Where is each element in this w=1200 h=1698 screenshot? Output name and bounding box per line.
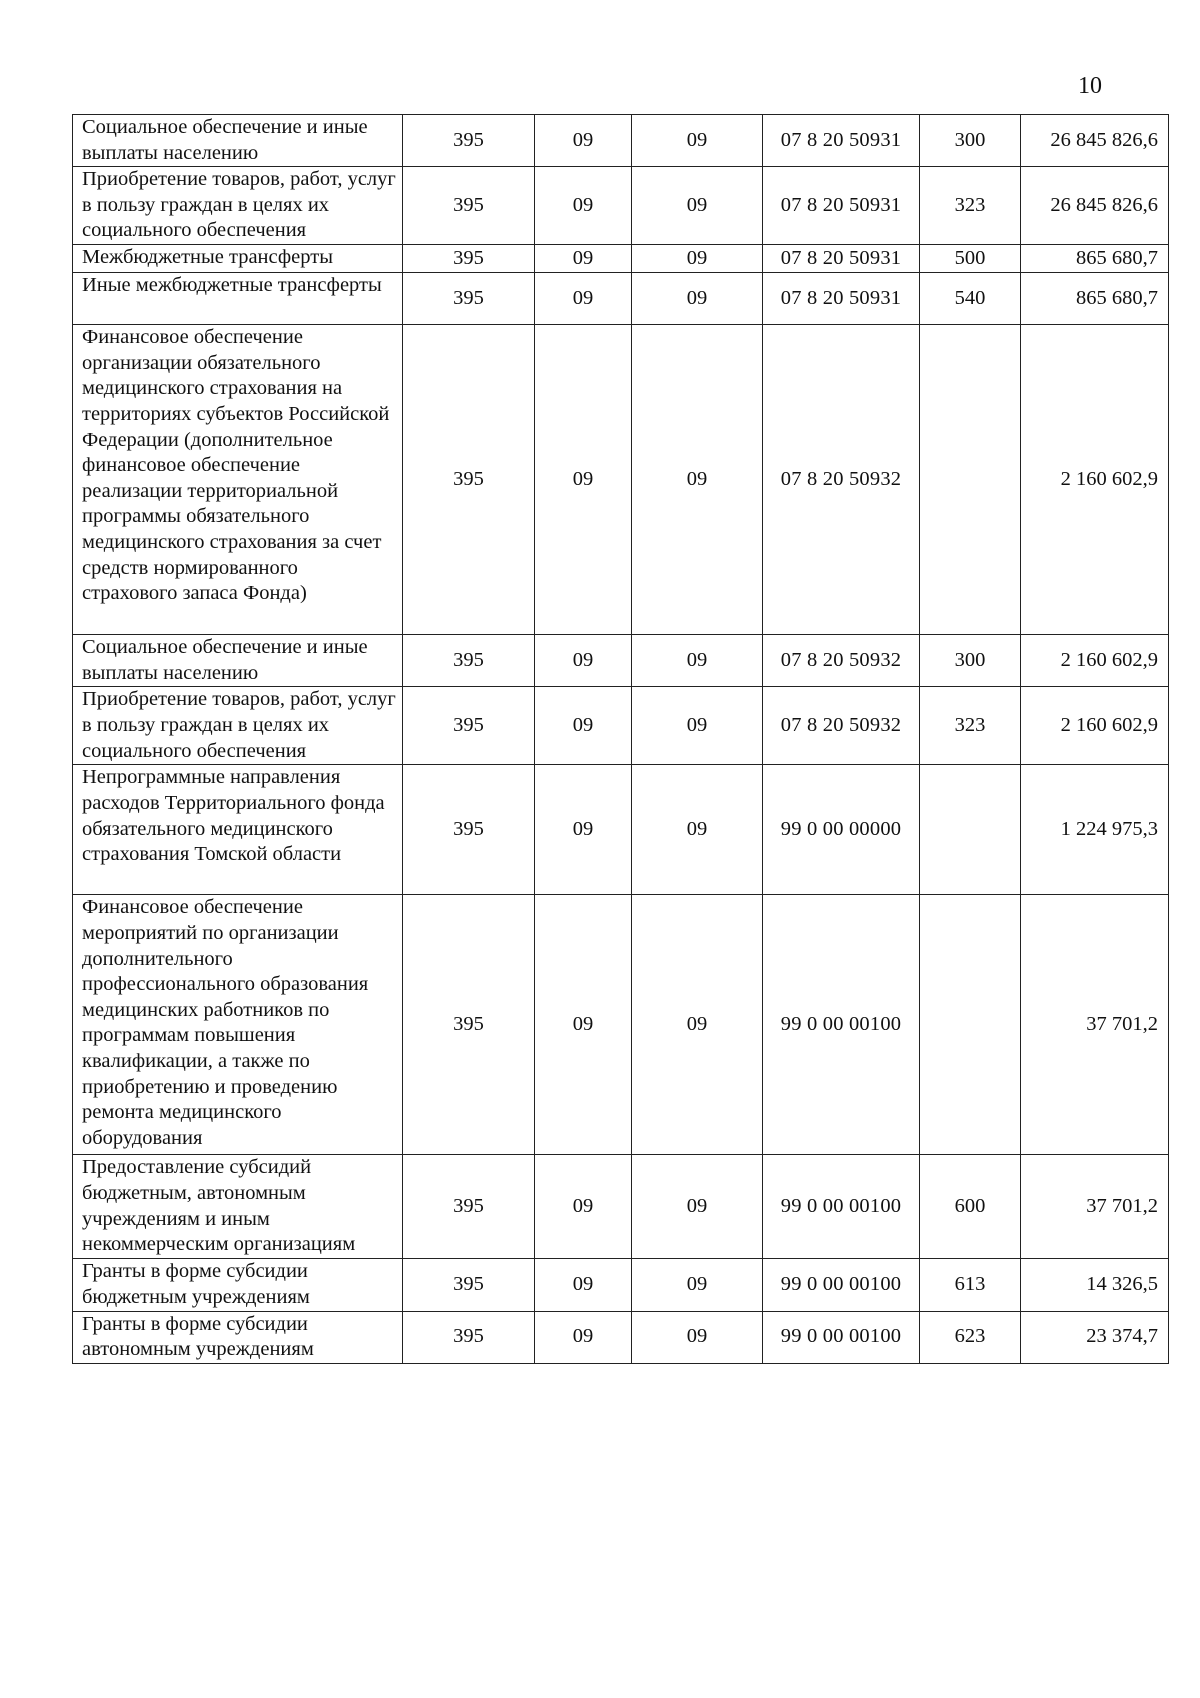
budget-table — [72, 114, 1169, 1364]
table-row — [73, 273, 1169, 325]
expense-type-code: 600 — [920, 1155, 1021, 1259]
row-name: Финансовое обеспечение организации обязательного медицинского страхования на территориях субъектов Российской Федерации (дополнительное финансовое обеспечение реализации территориальной программы обязательного медицинского страхования за счет средств нормированного страхового запаса Фонда) — [73, 325, 403, 635]
ministry-code: 395 — [403, 245, 535, 273]
expense-type-code — [920, 895, 1021, 1155]
expense-type-code: 623 — [920, 1311, 1021, 1363]
ministry-code: 395 — [403, 115, 535, 167]
table-row — [73, 765, 1169, 895]
target-article-code: 07 8 20 50931 — [763, 167, 920, 245]
subsection-code: 09 — [632, 167, 763, 245]
section-code: 09 — [535, 1155, 632, 1259]
amount: 2 160 602,9 — [1021, 635, 1169, 687]
subsection-code: 09 — [632, 245, 763, 273]
subsection-code: 09 — [632, 115, 763, 167]
section-code: 09 — [535, 1259, 632, 1311]
target-article-code: 99 0 00 00000 — [763, 765, 920, 895]
ministry-code: 395 — [403, 635, 535, 687]
subsection-code: 09 — [632, 1259, 763, 1311]
expense-type-code: 613 — [920, 1259, 1021, 1311]
ministry-code: 395 — [403, 167, 535, 245]
expense-type-code: 323 — [920, 167, 1021, 245]
expense-type-code: 300 — [920, 635, 1021, 687]
amount: 26 845 826,6 — [1021, 167, 1169, 245]
table-row — [73, 1155, 1169, 1259]
row-name: Гранты в форме субсидии автономным учреждениям — [73, 1311, 403, 1363]
amount: 14 326,5 — [1021, 1259, 1169, 1311]
section-code: 09 — [535, 273, 632, 325]
expense-type-code: 323 — [920, 687, 1021, 765]
amount: 26 845 826,6 — [1021, 115, 1169, 167]
section-code: 09 — [535, 1311, 632, 1363]
row-name: Непрограммные направления расходов Территориального фонда обязательного медицинского страхования Томской области — [73, 765, 403, 895]
section-code: 09 — [535, 325, 632, 635]
subsection-code: 09 — [632, 895, 763, 1155]
amount: 1 224 975,3 — [1021, 765, 1169, 895]
target-article-code: 99 0 00 00100 — [763, 895, 920, 1155]
expense-type-code: 300 — [920, 115, 1021, 167]
subsection-code: 09 — [632, 1311, 763, 1363]
amount: 37 701,2 — [1021, 1155, 1169, 1259]
row-name: Иные межбюджетные трансферты — [73, 273, 403, 325]
table-row — [73, 687, 1169, 765]
target-article-code: 07 8 20 50931 — [763, 245, 920, 273]
subsection-code: 09 — [632, 1155, 763, 1259]
section-code: 09 — [535, 167, 632, 245]
table-row — [73, 115, 1169, 167]
expense-type-code — [920, 765, 1021, 895]
amount: 37 701,2 — [1021, 895, 1169, 1155]
section-code: 09 — [535, 765, 632, 895]
page-number: 10 — [1078, 73, 1102, 99]
target-article-code: 07 8 20 50932 — [763, 687, 920, 765]
target-article-code: 07 8 20 50931 — [763, 115, 920, 167]
amount: 2 160 602,9 — [1021, 687, 1169, 765]
target-article-code: 99 0 00 00100 — [763, 1259, 920, 1311]
target-article-code: 07 8 20 50931 — [763, 273, 920, 325]
amount: 23 374,7 — [1021, 1311, 1169, 1363]
row-name: Приобретение товаров, работ, услуг в пользу граждан в целях их социального обеспечения — [73, 687, 403, 765]
row-name: Финансовое обеспечение мероприятий по организации дополнительного профессионального образования медицинских работников по программам повышения квалификации, а также по приобретению и проведению ремонта медицинского оборудования — [73, 895, 403, 1155]
expense-type-code: 540 — [920, 273, 1021, 325]
subsection-code: 09 — [632, 687, 763, 765]
row-name: Приобретение товаров, работ, услуг в пользу граждан в целях их социального обеспечения — [73, 167, 403, 245]
target-article-code: 07 8 20 50932 — [763, 635, 920, 687]
target-article-code: 99 0 00 00100 — [763, 1311, 920, 1363]
row-name: Предоставление субсидий бюджетным, автономным учреждениям и иным некоммерческим организациям — [73, 1155, 403, 1259]
row-name: Гранты в форме субсидии бюджетным учреждениям — [73, 1259, 403, 1311]
subsection-code: 09 — [632, 273, 763, 325]
table-row — [73, 895, 1169, 1155]
table-row — [73, 245, 1169, 273]
table-row — [73, 325, 1169, 635]
ministry-code: 395 — [403, 273, 535, 325]
target-article-code: 07 8 20 50932 — [763, 325, 920, 635]
row-name: Межбюджетные трансферты — [73, 245, 403, 273]
ministry-code: 395 — [403, 325, 535, 635]
expense-type-code: 500 — [920, 245, 1021, 273]
section-code: 09 — [535, 115, 632, 167]
ministry-code: 395 — [403, 1259, 535, 1311]
row-name: Социальное обеспечение и иные выплаты населению — [73, 635, 403, 687]
table-body — [73, 115, 1169, 1364]
table-row — [73, 1259, 1169, 1311]
section-code: 09 — [535, 687, 632, 765]
ministry-code: 395 — [403, 1311, 535, 1363]
ministry-code: 395 — [403, 895, 535, 1155]
ministry-code: 395 — [403, 765, 535, 895]
amount: 865 680,7 — [1021, 245, 1169, 273]
table-row — [73, 1311, 1169, 1363]
row-name: Социальное обеспечение и иные выплаты населению — [73, 115, 403, 167]
section-code: 09 — [535, 895, 632, 1155]
subsection-code: 09 — [632, 325, 763, 635]
section-code: 09 — [535, 635, 632, 687]
target-article-code: 99 0 00 00100 — [763, 1155, 920, 1259]
table-row — [73, 635, 1169, 687]
expense-type-code — [920, 325, 1021, 635]
amount: 2 160 602,9 — [1021, 325, 1169, 635]
subsection-code: 09 — [632, 765, 763, 895]
ministry-code: 395 — [403, 687, 535, 765]
section-code: 09 — [535, 245, 632, 273]
table-row — [73, 167, 1169, 245]
ministry-code: 395 — [403, 1155, 535, 1259]
subsection-code: 09 — [632, 635, 763, 687]
amount: 865 680,7 — [1021, 273, 1169, 325]
